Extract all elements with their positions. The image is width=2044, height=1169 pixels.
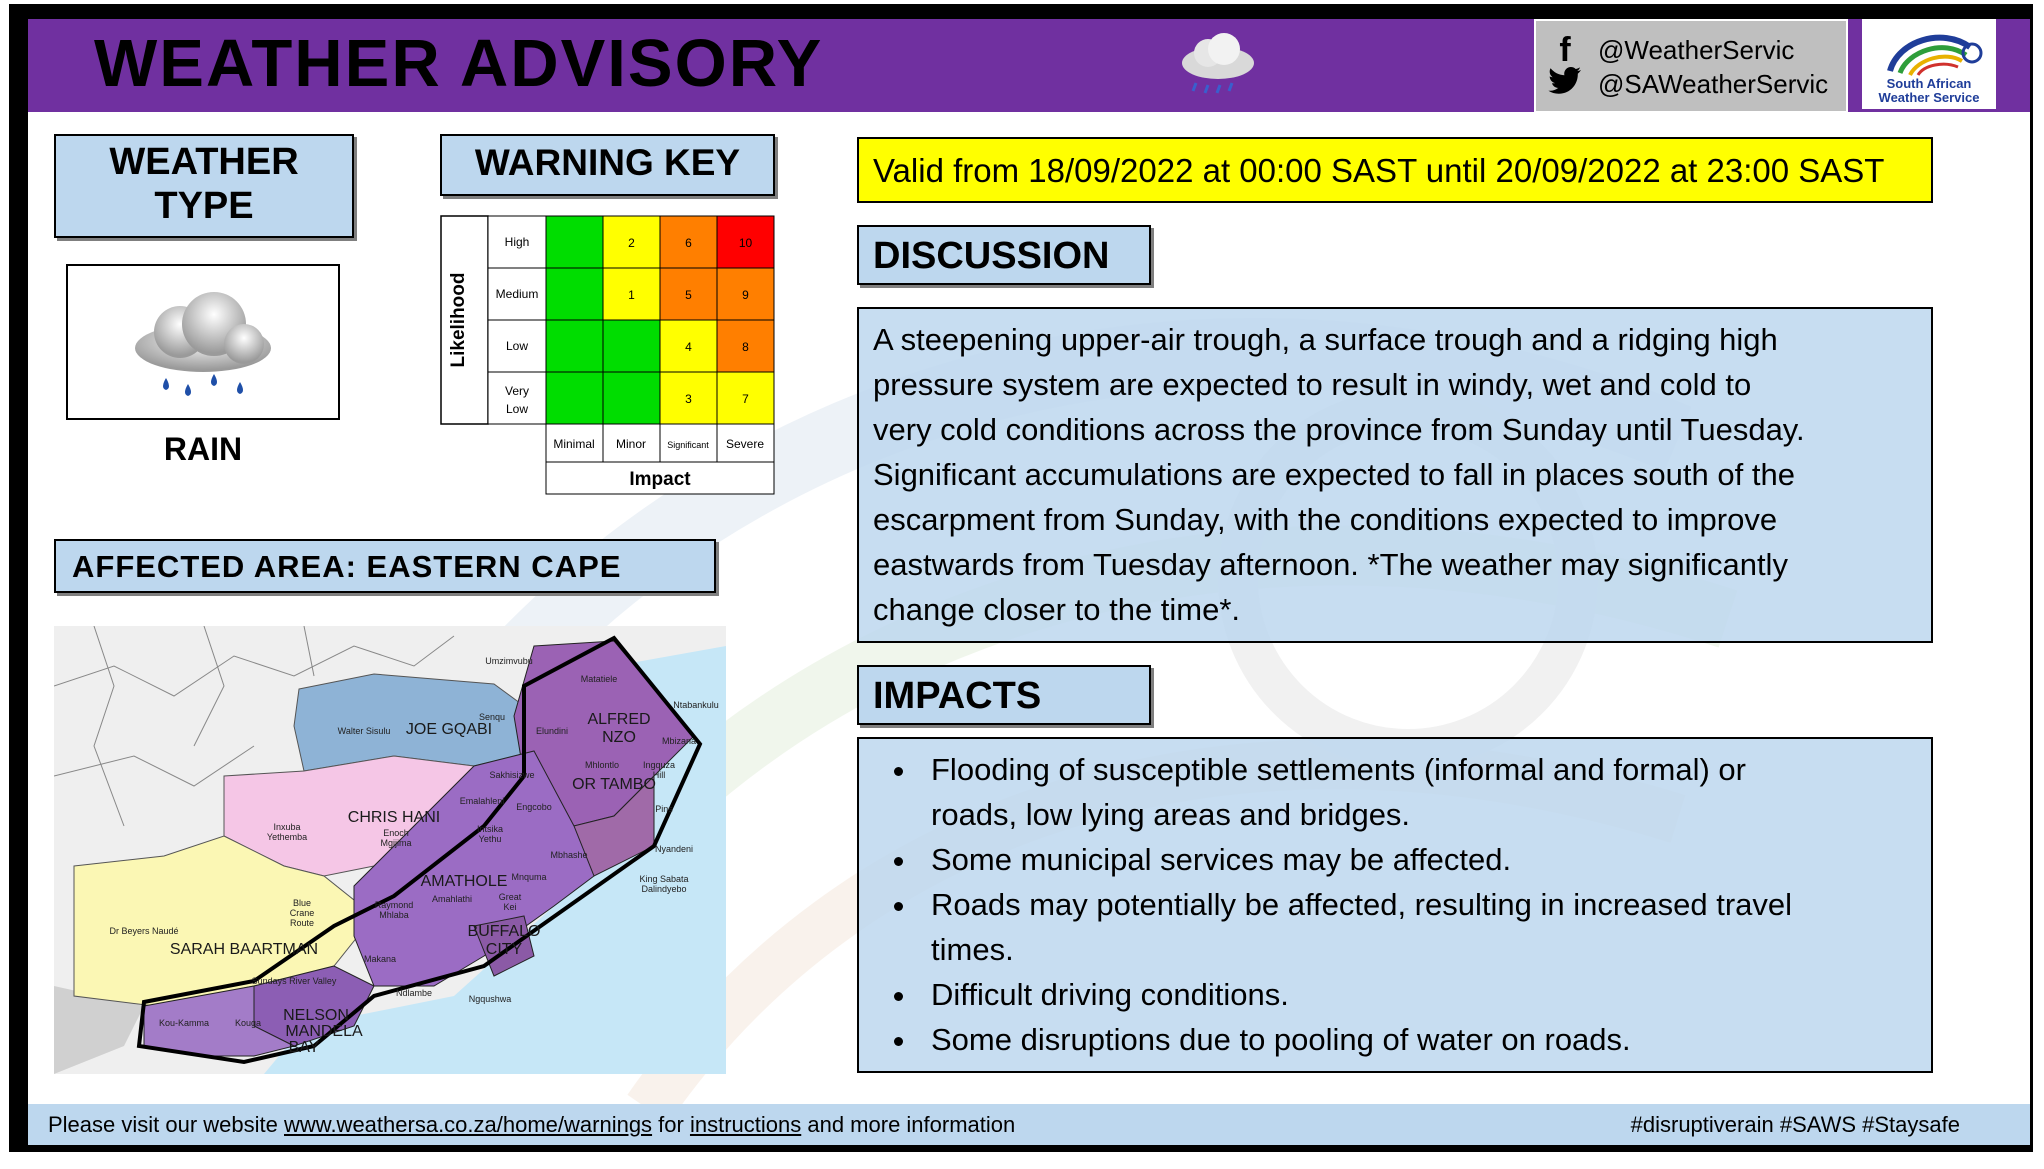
matrix-cell-value: 6 — [685, 236, 692, 250]
svg-text:Kouga: Kouga — [234, 1018, 262, 1028]
page-title: WEATHER ADVISORY — [94, 26, 824, 101]
svg-text:Route: Route — [289, 918, 315, 928]
svg-text:Kei: Kei — [503, 902, 517, 912]
matrix-cell — [546, 268, 603, 320]
svg-text:Intsika: Intsika — [476, 824, 504, 834]
impacts-heading: IMPACTS — [857, 665, 1151, 725]
impacts-list-box — [857, 737, 1933, 1073]
weather-type-label-line-1: WEATHER — [109, 141, 299, 183]
svg-text:JOE GQABI: JOE GQABI — [405, 721, 493, 738]
advisory-frame — [9, 4, 2033, 1152]
impact-item: • Some disruptions due to pooling of water on roads. — [919, 1017, 1917, 1062]
impact-item: • Difficult driving conditions. — [919, 972, 1917, 1017]
svg-text:Yethemba: Yethemba — [266, 832, 308, 842]
impact-item: • Some municipal services may be affected. — [919, 837, 1917, 882]
svg-text:ALFRED: ALFRED — [587, 711, 651, 728]
svg-text:Kou-Kamma: Kou-Kamma — [158, 1018, 210, 1028]
svg-text:Yethu: Yethu — [478, 834, 502, 844]
svg-text:Mnquma: Mnquma — [511, 872, 547, 882]
discussion-line: change closer to the time*. — [873, 592, 1241, 627]
svg-text:Engcobo: Engcobo — [516, 802, 552, 812]
impacts-list — [873, 747, 1917, 1062]
website-link[interactable]: www.weathersa.co.za/home/warnings — [284, 1112, 653, 1137]
matrix-cell — [546, 320, 603, 372]
matrix-cell — [603, 320, 660, 372]
svg-text:Amahlathi: Amahlathi — [431, 894, 473, 904]
matrix-cell-value: 3 — [685, 392, 692, 406]
svg-text:Umzimvubu: Umzimvubu — [485, 656, 533, 666]
validity-banner: Valid from 18/09/2022 at 00:00 SAST until 20/09/2022 at 23:00 SAST — [857, 137, 1933, 203]
svg-text:Mgijima: Mgijima — [380, 838, 412, 848]
warning-key-matrix — [440, 215, 780, 515]
facebook-handle: @WeatherServic — [1598, 35, 1795, 65]
svg-text:Ndlambe: Ndlambe — [395, 988, 433, 998]
facebook-icon: f — [1559, 31, 1571, 69]
matrix-cell-value: 1 — [628, 288, 635, 302]
twitter-handle: @SAWeatherServic — [1598, 69, 1829, 99]
row-label-low: Low — [505, 339, 529, 353]
col-label-severe: Severe — [725, 437, 765, 451]
matrix-cell — [546, 216, 603, 268]
svg-text:Ingquza: Ingquza — [642, 760, 676, 770]
discussion-line: pressure system are expected to result in windy, wet and cold to — [873, 367, 1752, 402]
svg-text:Makana: Makana — [363, 954, 397, 964]
impact-item: • Flooding of susceptible settlements (informal and formal) or roads, low lying areas and bridges. — [919, 747, 1917, 837]
likelihood-label: Likelihood — [448, 272, 469, 368]
discussion-line: very cold conditions across the province from Sunday until Tuesday. — [873, 412, 1805, 447]
weather-type-label-line-2: TYPE — [154, 185, 254, 227]
svg-text:Blue: Blue — [292, 898, 312, 908]
matrix-cell-value: 9 — [742, 288, 749, 302]
svg-text:Walter Sisulu: Walter Sisulu — [337, 726, 391, 736]
svg-text:Great: Great — [498, 892, 522, 902]
svg-text:MANDELA: MANDELA — [285, 1023, 363, 1040]
svg-text:BAY: BAY — [288, 1039, 320, 1056]
twitter-icon — [1546, 67, 1584, 102]
discussion-line: Significant accumulations are expected to fall in places south of the — [873, 457, 1795, 492]
svg-text:Enoch: Enoch — [383, 828, 409, 838]
footer-bar — [28, 1104, 2030, 1145]
footer-website-note: Please visit our website www.weathersa.co.za/home/warnings for instructions and more information — [48, 1112, 1016, 1137]
col-label-minimal: Minimal — [553, 437, 595, 451]
affected-area-label: AFFECTED AREA: EASTERN CAPE — [54, 539, 716, 593]
svg-text:OR TAMBO: OR TAMBO — [572, 776, 656, 793]
col-label-minor: Minor — [615, 437, 647, 451]
row-label-very-low-1: Very — [504, 384, 530, 398]
svg-text:Mhlaba: Mhlaba — [379, 910, 409, 920]
eastern-cape-map — [54, 626, 726, 1074]
warning-key-label: WARNING KEY — [440, 134, 775, 196]
svg-text:Raymond: Raymond — [374, 900, 414, 910]
svg-text:Nyandeni: Nyandeni — [654, 844, 694, 854]
twitter-handle-row[interactable] — [1546, 67, 1828, 102]
svg-text:Pins: Pins — [655, 804, 673, 814]
matrix-cell — [546, 372, 603, 424]
svg-text:BUFFALO: BUFFALO — [467, 923, 541, 940]
discussion-heading: DISCUSSION — [857, 225, 1151, 285]
svg-text:King Sabata: King Sabata — [639, 874, 689, 884]
svg-text:Ngqushwa: Ngqushwa — [468, 994, 512, 1004]
svg-text:Mhlontlo: Mhlontlo — [584, 760, 620, 770]
weather-type-label — [54, 134, 354, 238]
svg-text:Mbhashe: Mbhashe — [550, 850, 588, 860]
row-label-medium: Medium — [495, 287, 539, 301]
svg-text:Elundini: Elundini — [535, 726, 569, 736]
svg-text:Senqu: Senqu — [478, 712, 506, 722]
row-label-high: High — [504, 235, 530, 249]
svg-text:CHRIS HANI: CHRIS HANI — [347, 809, 441, 826]
facebook-handle-row[interactable] — [1546, 31, 1794, 70]
likelihood-row-labels — [488, 216, 546, 424]
weather-type-value: RAIN — [163, 431, 243, 467]
discussion-line: A steepening upper-air trough, a surface trough and a ridging high — [873, 322, 1778, 357]
svg-text:Sundays River Valley: Sundays River Valley — [251, 976, 337, 986]
matrix-cells — [546, 216, 774, 424]
saws-logo — [1862, 19, 1996, 109]
rain-cloud-icon — [68, 266, 338, 418]
discussion-line: eastwards from Tuesday afternoon. *The weather may significantly — [873, 547, 1788, 582]
svg-text:Crane: Crane — [289, 908, 315, 918]
svg-text:NELSON: NELSON — [283, 1007, 349, 1024]
svg-text:SARAH BAARTMAN: SARAH BAARTMAN — [169, 941, 319, 958]
instructions-link[interactable]: instructions — [689, 1112, 802, 1137]
footer-hashtags: #disruptiverain #SAWS #Staysafe — [1630, 1112, 1960, 1137]
col-label-significant: Significant — [667, 440, 709, 450]
svg-text:NZO: NZO — [602, 729, 636, 746]
svg-text:Matatiele: Matatiele — [580, 674, 618, 684]
matrix-cell-value: 10 — [738, 236, 753, 250]
row-label-very-low-2: Low — [505, 402, 529, 416]
svg-text:Hill: Hill — [652, 770, 666, 780]
discussion-text — [857, 307, 1933, 643]
logo-line-1: South African — [1886, 76, 1972, 91]
saws-logo-mark — [1862, 19, 1996, 77]
matrix-cell-value: 5 — [685, 288, 692, 302]
logo-line-2: Weather Service — [1878, 90, 1980, 105]
weather-type-icon-box — [66, 264, 340, 420]
svg-text:Inxuba: Inxuba — [273, 822, 301, 832]
matrix-cell-value: 2 — [628, 236, 635, 250]
social-media-box — [1534, 19, 1848, 113]
svg-text:AMATHOLE: AMATHOLE — [420, 873, 508, 890]
matrix-cell-value: 4 — [685, 340, 692, 354]
matrix-cell-value: 8 — [742, 340, 749, 354]
svg-text:Ntabankulu: Ntabankulu — [673, 700, 719, 710]
header-bar — [28, 19, 2030, 112]
svg-text:Emalahleni: Emalahleni — [459, 796, 505, 806]
matrix-cell-value: 7 — [742, 392, 749, 406]
svg-text:Mbizana: Mbizana — [661, 736, 697, 746]
matrix-cell — [603, 372, 660, 424]
discussion-line: escarpment from Sunday, with the conditions expected to improve — [873, 502, 1778, 537]
impact-label: Impact — [629, 469, 691, 490]
impact-item: • Roads may potentially be affected, resulting in increased travel times. — [919, 882, 1917, 972]
svg-text:Dalindyebo: Dalindyebo — [641, 884, 687, 894]
svg-text:Sakhisizwe: Sakhisizwe — [489, 770, 535, 780]
svg-text:Dr Beyers Naudé: Dr Beyers Naudé — [109, 926, 179, 936]
advisory-panel — [28, 19, 2030, 1145]
rain-cloud-icon — [1178, 29, 1258, 104]
impact-column-labels — [546, 424, 774, 494]
svg-text:CITY: CITY — [485, 941, 523, 958]
